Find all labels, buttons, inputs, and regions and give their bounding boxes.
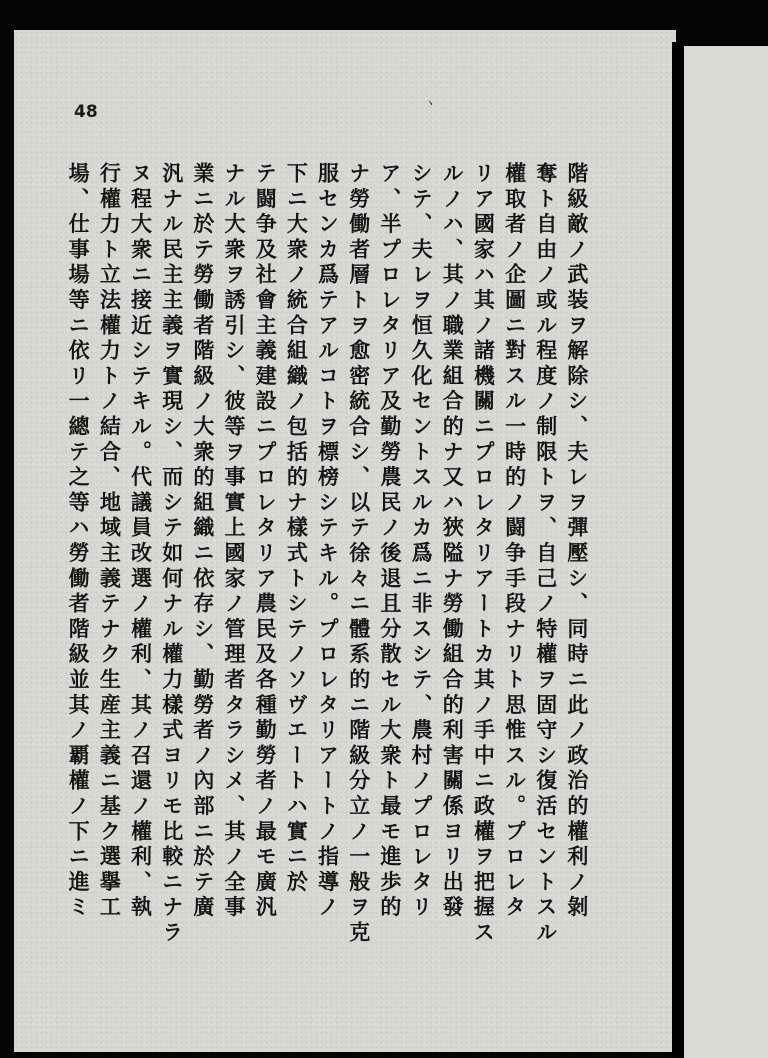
text-column-7: ア、半プロレタリア及勤勞農民ノ後退且分散セル大衆ト最モ進歩的 <box>377 162 403 921</box>
text-column-2: 奪ト自由ノ或ル程度ノ制限トヲ、自己ノ特權ヲ固守シ復活セントスル <box>533 162 559 947</box>
book-spine-shadow <box>672 42 684 1058</box>
text-column-12: ナル大衆ヲ誘引シ、彼等ヲ事實上國家ノ管理者タラシメ、其ノ全事 <box>222 162 248 921</box>
text-column-16: 行權力ト立法權力トノ結合、地域主義テナク生産主義ニ基ク選擧工 <box>97 162 123 921</box>
text-column-3: 權取者ノ企圖ニ對スル一時的ノ闘争手段ナリト思惟スル。プロレタ <box>502 162 528 921</box>
text-column-10: 下ニ大衆ノ統合組織ノ包括的ナ樣式トシテノソヴエートハ實ニ於 <box>284 162 310 896</box>
text-column-6: シテ、夫レヲ恒久化セントスルカ爲ニ非スシテ、農村ノプロレタリ <box>409 162 435 921</box>
text-column-9: 服センカ爲テアルコトヲ標榜シテキル。プロレタリアートノ指導ノ <box>315 162 341 921</box>
text-column-1: 階級敵ノ武装ヲ解除シ、夫レヲ彈壓シ、同時ニ此ノ政治的權利ノ剝 <box>564 162 590 921</box>
text-column-11: テ闘争及社會主義建設ニプロレタリア農民及各種勤勞者ノ最モ廣汎 <box>253 162 279 921</box>
book-page <box>14 30 676 1052</box>
text-column-13: 業ニ於テ勞働者階級ノ大衆的組織ニ依存シ、勤勞者ノ內部ニ於テ廣 <box>190 162 216 921</box>
vertical-text-body <box>66 162 596 1002</box>
text-column-5: ルノハ、其ノ職業組合的ナ又ハ狹隘ナ勞働組合的利害關係ヨリ出發 <box>440 162 466 921</box>
text-column-15: ヌ程大衆ニ接近シテキル。代議員改選ノ權利、其ノ召還ノ權利、執 <box>128 162 154 921</box>
text-column-17: 場、仕事場等ニ依リ一總テ之等ハ勞働者階級並其ノ覇權ノ下ニ進ミ <box>66 162 92 921</box>
text-column-8: ナ勞働者層トヲ愈密統合シ、以テ徐々ニ體系的ニ階級分立ノ一般ヲ克 <box>346 162 372 947</box>
page-number: 48 <box>74 102 98 122</box>
text-column-14: 汎ナル民主主義ヲ實現シ、而シテ如何ナル權力樣式ヨリモ比較ニナラ <box>159 162 185 947</box>
text-column-4: リア國家ハ其ノ諸機關ニプロレタリアートカ其ノ手中ニ政權ヲ把握ス <box>471 162 497 947</box>
facing-page-edge <box>684 46 768 1058</box>
margin-mark: ヽ <box>424 96 437 110</box>
